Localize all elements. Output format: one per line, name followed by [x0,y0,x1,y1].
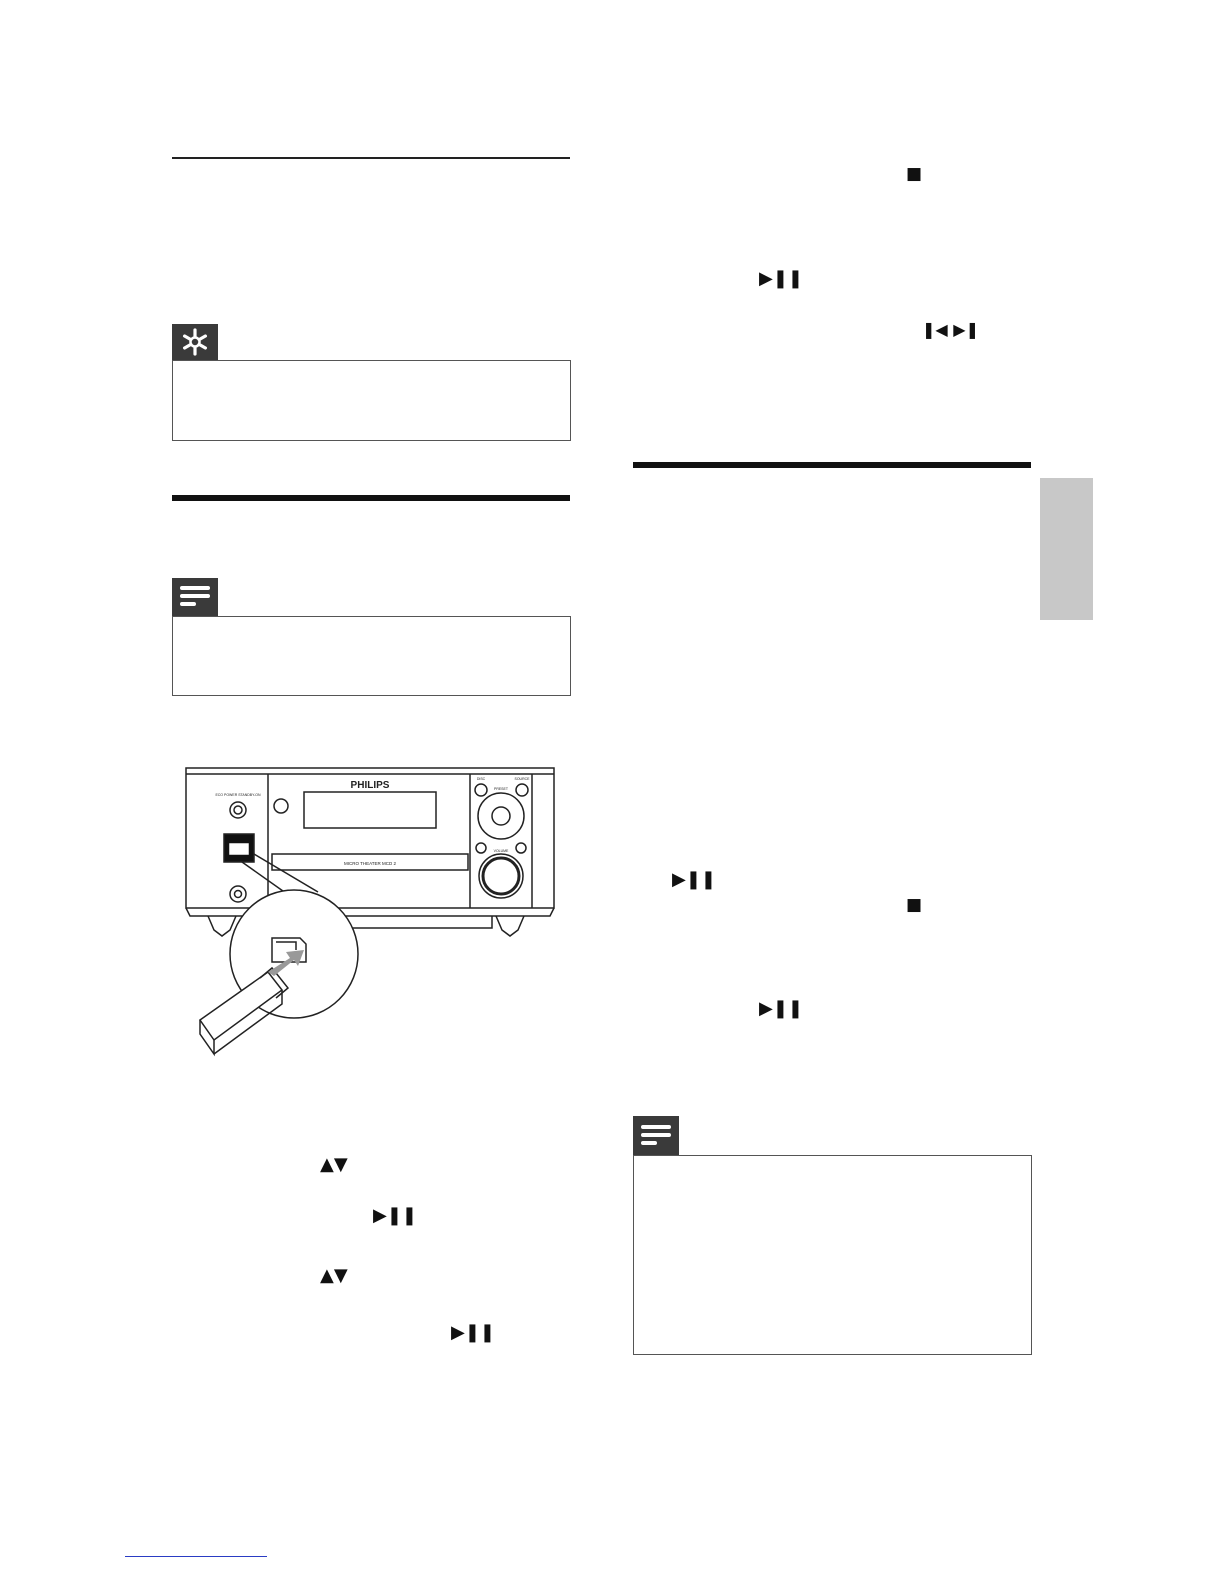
section-heading-rule-right [633,462,1031,468]
note-icon-tab [633,1116,679,1156]
device-brand-label: PHILIPS [350,780,390,791]
up-down-symbol: ▲▼ [320,1154,348,1175]
asterisk-icon [180,327,210,357]
usb-device-illustration [180,758,560,1058]
tip-box [172,360,571,441]
play-pause-symbol: ▶❚❚ [451,1322,496,1343]
up-down-symbol: ▲▼ [320,1265,348,1286]
note-lines-icon [640,1123,672,1149]
note-box-left [172,616,571,696]
play-pause-symbol: ▶❚❚ [759,998,804,1019]
side-section-tab [1040,478,1093,620]
tip-icon-tab [172,324,218,360]
note-icon-tab [172,578,218,616]
stop-symbol: ■ [906,164,923,184]
play-pause-symbol: ▶❚❚ [672,869,717,890]
note-lines-icon [179,584,211,610]
section-heading-rule [172,495,570,501]
device-volume-label: VOLUME [493,849,509,853]
device-left-button-label: DISC [476,777,486,781]
play-pause-symbol: ▶❚❚ [373,1205,418,1226]
section-top-rule [172,157,570,159]
skip-prev-next-symbol: ❚◀ ▶❚ [922,320,979,339]
footer-link-underline[interactable] [125,1556,267,1557]
play-pause-symbol: ▶❚❚ [759,268,804,289]
device-standby-label: ECO POWER STANDBY-ON [215,793,261,797]
note-box-right [633,1155,1032,1355]
device-right-button-label: SOURCE [514,777,530,781]
stop-symbol: ■ [906,895,923,915]
device-model-label: MICRO THEATER MCD 2 [343,861,397,866]
device-preset-label: PRESET [493,787,509,791]
